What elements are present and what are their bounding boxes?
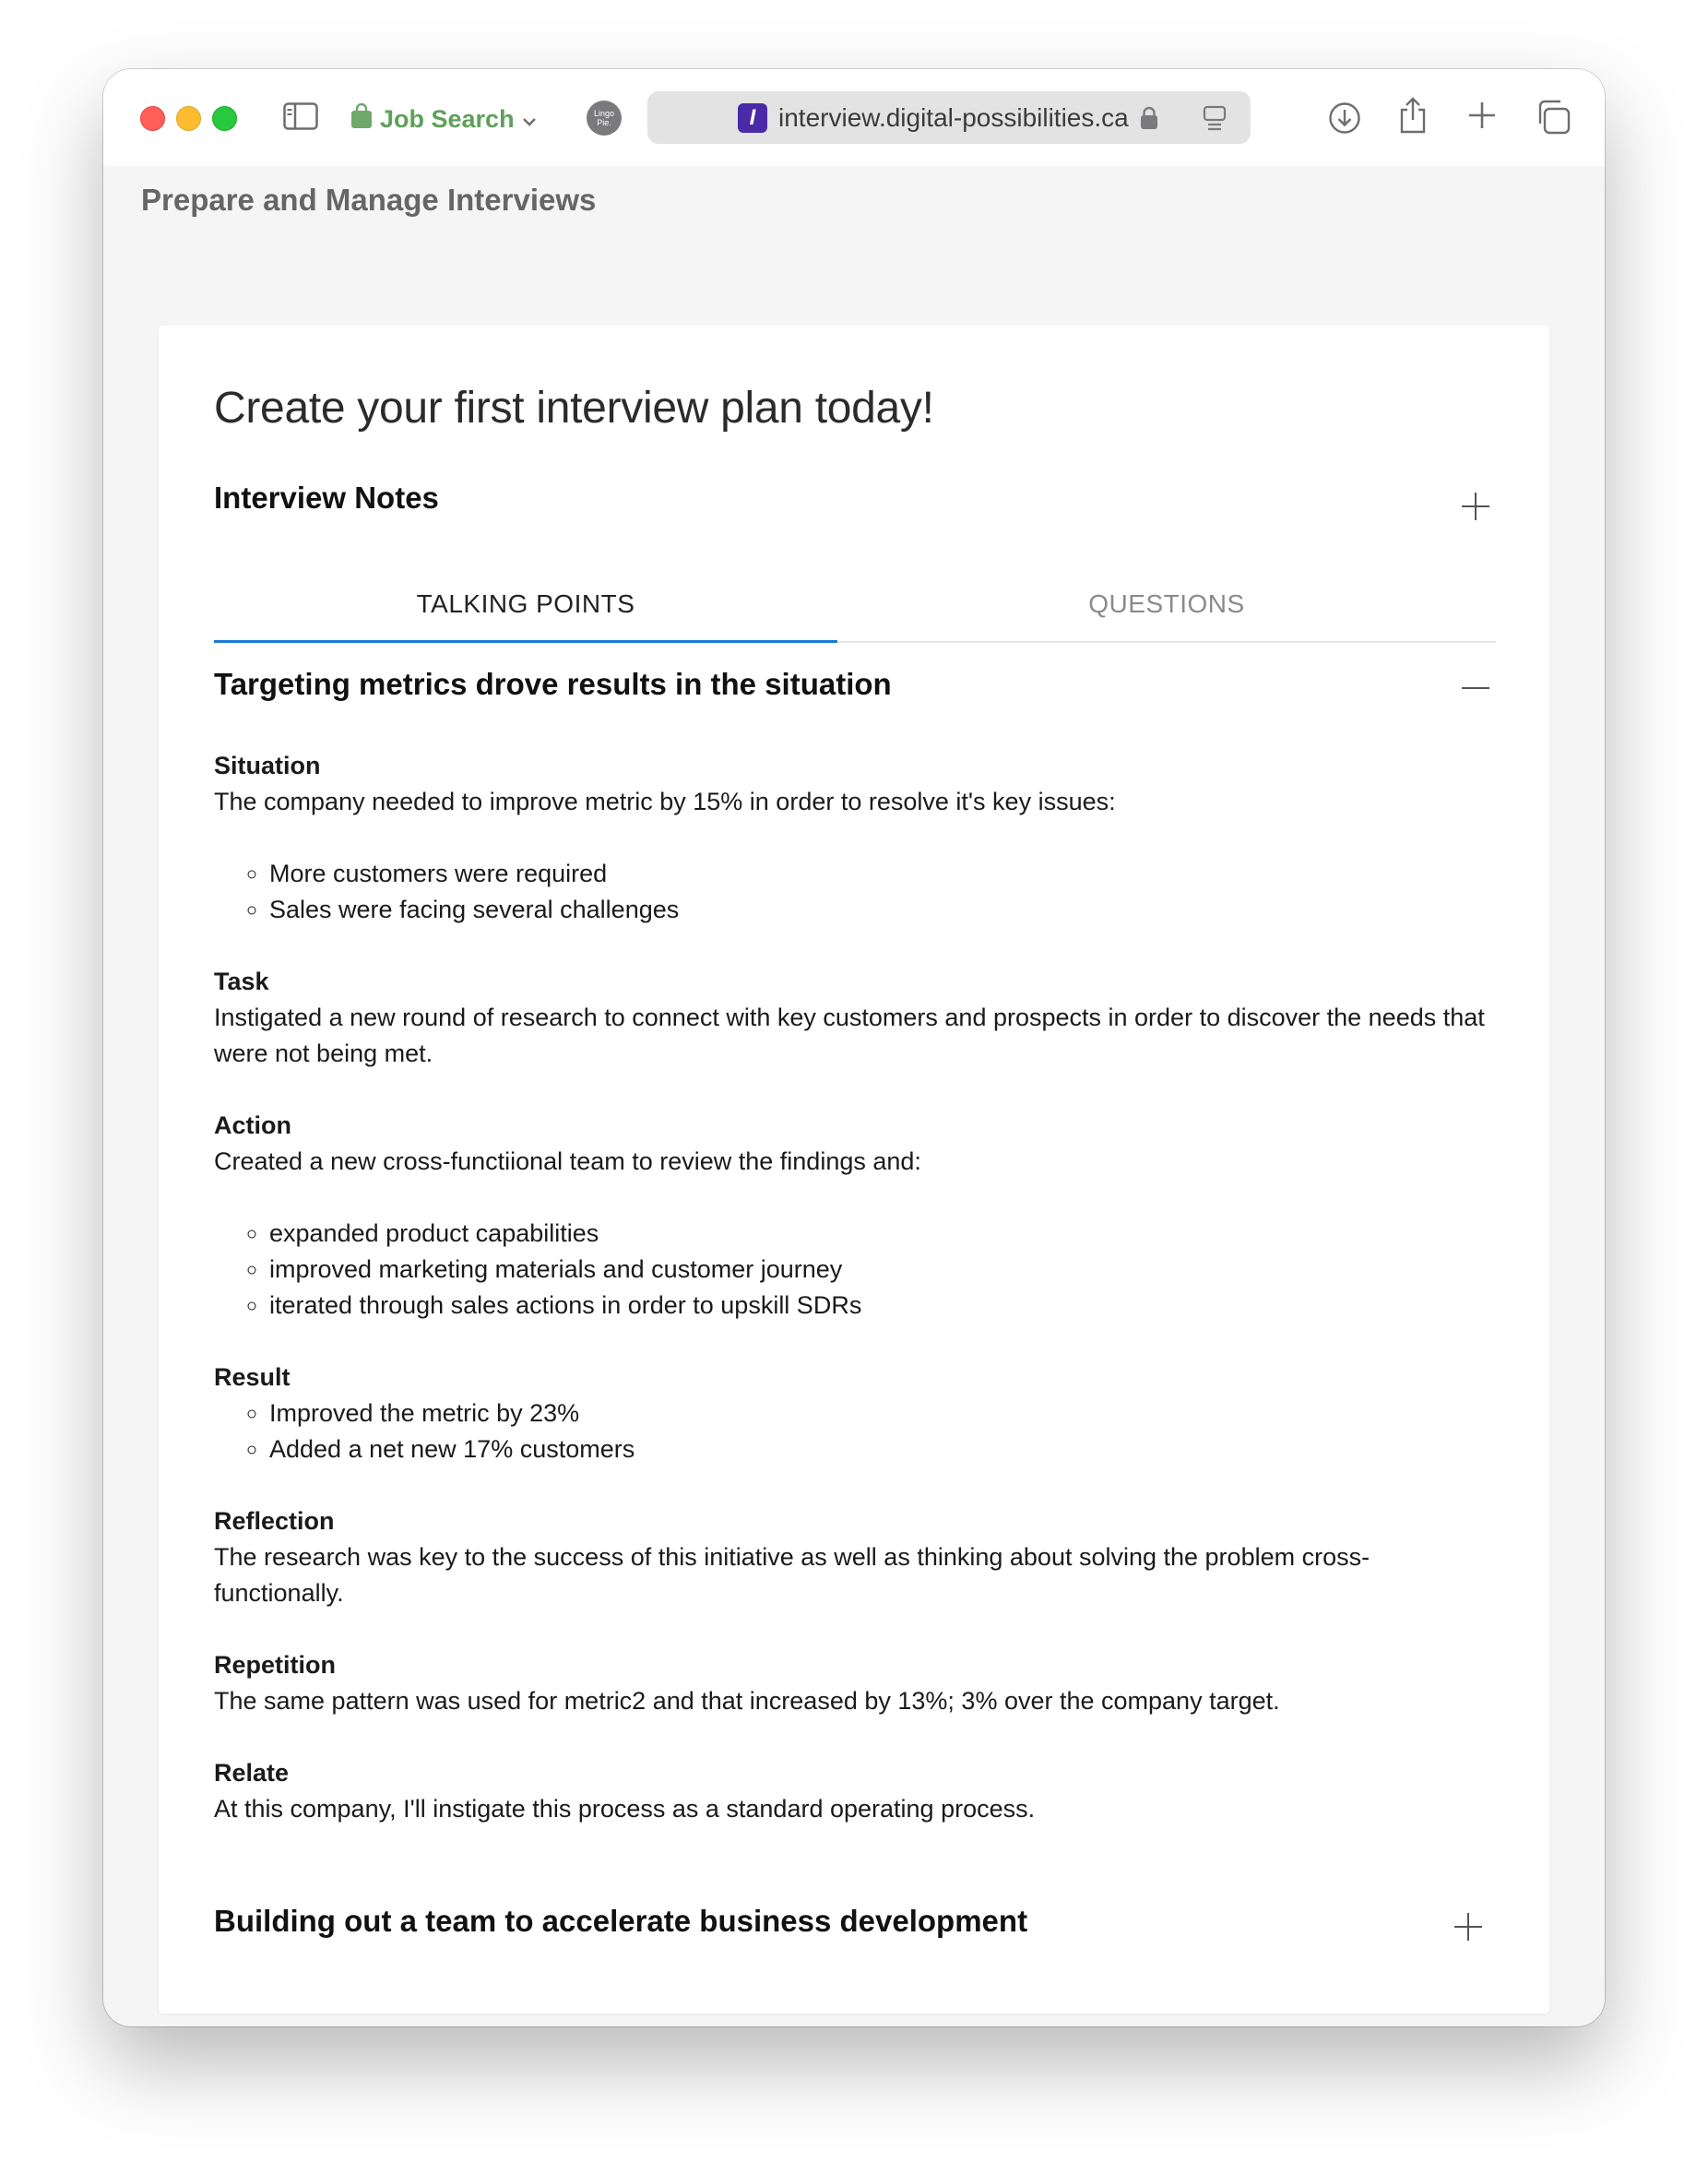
task-label: Task — [214, 968, 269, 995]
tab-group-selector[interactable] — [350, 101, 537, 137]
situation-text: The company needed to improve metric by 15% in order to resolve it's key issues: — [214, 788, 1116, 815]
relate-label: Relate — [214, 1759, 290, 1787]
lock-icon — [1139, 105, 1159, 131]
list-item: ◦ Improved the metric by 23% — [269, 1396, 1496, 1431]
downloads-icon[interactable] — [1327, 101, 1362, 136]
reflection-label: Reflection — [214, 1507, 335, 1535]
address-bar[interactable] — [647, 91, 1251, 144]
profile-avatar[interactable]: Lingo Pie. — [587, 101, 622, 136]
tab-talking-points[interactable]: TALKING POINTS — [214, 578, 837, 641]
tab-overview-icon[interactable] — [1535, 99, 1572, 136]
reader-view-icon[interactable] — [1201, 104, 1228, 132]
result-bullets — [214, 1396, 1496, 1467]
chevron-down-icon — [522, 105, 537, 134]
action-label: Action — [214, 1111, 291, 1139]
sidebar-toggle-icon[interactable] — [283, 101, 318, 131]
action-text: Created a new cross-functiional team to review the findings and: — [214, 1147, 921, 1175]
repetition-text: The same pattern was used for metric2 and that increased by 13%; 3% over the company target. — [214, 1687, 1280, 1715]
talking-point-content — [214, 748, 1496, 1863]
close-window-button[interactable] — [140, 106, 165, 131]
new-tab-icon[interactable] — [1466, 100, 1498, 131]
zoom-window-button[interactable] — [212, 106, 237, 131]
card-heading: Create your first interview plan today! — [214, 384, 934, 433]
relate-text: At this company, I'll instigate this process as a standard operating process. — [214, 1795, 1036, 1823]
action-bullets — [214, 1216, 1496, 1324]
page-title: Prepare and Manage Interviews — [141, 183, 597, 217]
url-text: interview.digital-possibilities.ca — [778, 103, 1129, 132]
expand-plus-icon[interactable] — [1454, 1913, 1482, 1941]
interview-plan-card — [159, 326, 1549, 2014]
result-label: Result — [214, 1363, 291, 1391]
notes-tabs — [214, 578, 1496, 643]
share-icon[interactable] — [1396, 95, 1429, 136]
browser-toolbar — [103, 69, 1605, 166]
task-text: Instigated a new round of research to connect with key customers and prospects in order to discover the needs that were not being met. — [214, 1004, 1485, 1067]
reflection-block — [214, 1503, 1496, 1611]
collapse-minus-icon[interactable] — [1462, 687, 1489, 689]
accordion-title-building-team-visible[interactable]: Building out a team to accelerate business development — [214, 1904, 1028, 1938]
list-item: ◦ Added a net new 17% customers — [269, 1431, 1496, 1467]
situation-block — [214, 748, 1496, 928]
accordion-title-targeting-metrics[interactable]: Targeting metrics drove results in the situation — [214, 667, 892, 701]
add-note-plus-icon[interactable] — [1462, 493, 1489, 520]
tab-questions[interactable]: QUESTIONS — [1088, 589, 1245, 618]
result-block — [214, 1360, 1496, 1467]
reflection-text: The research was key to the success of this initiative as well as thinking about solving the problem cross-functionally. — [214, 1543, 1370, 1607]
action-block — [214, 1108, 1496, 1324]
browser-window — [103, 69, 1605, 2026]
minimize-window-button[interactable] — [176, 106, 201, 131]
repetition-label: Repetition — [214, 1651, 336, 1679]
tab-group-label: Job Search — [380, 104, 515, 133]
repetition-block — [214, 1647, 1496, 1719]
interview-notes-title: Interview Notes — [214, 481, 439, 515]
site-favicon-icon: I — [738, 103, 767, 133]
situation-label: Situation — [214, 752, 321, 779]
task-block — [214, 964, 1496, 1072]
list-item: ◦ improved marketing materials and customer journey — [269, 1252, 1496, 1288]
list-item: ◦ More customers were required — [269, 856, 1496, 892]
situation-bullets — [214, 856, 1496, 928]
list-item: ◦ iterated through sales actions in order to upskill SDRs — [269, 1288, 1496, 1324]
list-item: ◦ Sales were facing several challenges — [269, 892, 1496, 928]
list-item: ◦ expanded product capabilities — [269, 1216, 1496, 1252]
shopping-bag-icon — [350, 103, 373, 136]
relate-block — [214, 1755, 1496, 1827]
